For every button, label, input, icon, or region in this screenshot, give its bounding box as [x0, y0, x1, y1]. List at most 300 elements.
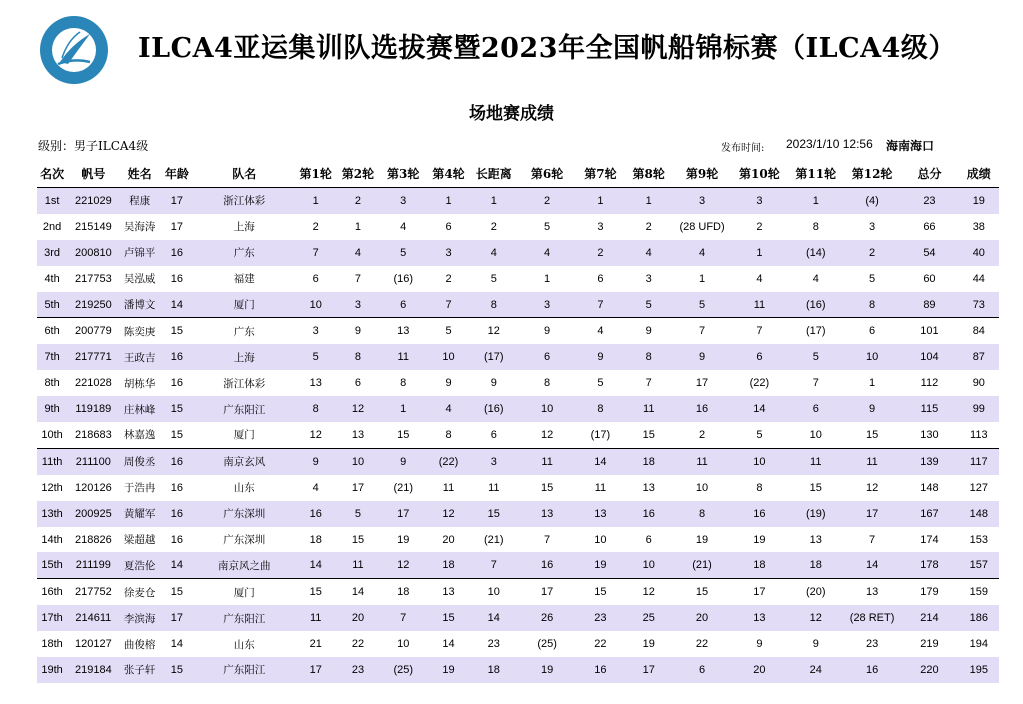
table-cell: 10th — [37, 422, 67, 448]
table-cell: 200925 — [67, 501, 119, 527]
table-cell: 17 — [753, 586, 766, 599]
table-cell: 8 — [295, 396, 337, 422]
table-cell: 2 — [518, 188, 576, 214]
table-cell: 18 — [625, 448, 673, 474]
table-cell: 5 — [673, 292, 731, 318]
table-cell: 7 — [379, 605, 427, 631]
table-cell: 9 — [544, 325, 551, 338]
table-cell: 16 — [295, 501, 337, 527]
table-row — [37, 501, 999, 527]
table-cell: 4 — [812, 272, 819, 285]
table-cell: 11 — [731, 292, 787, 318]
table-cell: 15 — [844, 422, 900, 448]
table-cell: 周俊丞 — [120, 448, 160, 474]
table-cell: 5 — [788, 344, 844, 370]
table-cell: 18 — [309, 533, 322, 546]
table-cell: 12 — [487, 325, 500, 338]
table-cell: 211100 — [67, 448, 119, 474]
table-cell: 15 — [160, 396, 194, 422]
table-row — [37, 605, 999, 631]
table-cell: 215149 — [74, 220, 112, 233]
table-cell: 174 — [920, 533, 939, 546]
table-cell: 221029 — [67, 188, 119, 214]
table-cell: 19 — [397, 533, 410, 546]
table-cell: 20 — [337, 605, 379, 631]
table-cell: 211199 — [67, 552, 119, 578]
table-cell: 9 — [576, 344, 624, 370]
table-cell: 9 — [844, 396, 900, 422]
table-cell: 217771 — [67, 344, 119, 370]
table-cell: 3 — [869, 220, 876, 233]
table-cell: 10 — [427, 344, 469, 370]
table-cell: 218826 — [74, 533, 112, 546]
table-cell: 广东阳江 — [194, 657, 295, 683]
table-cell: 20 — [442, 533, 455, 546]
table-cell: 40 — [959, 240, 999, 266]
table-cell: 4 — [427, 396, 469, 422]
column-header: 姓名 — [120, 160, 160, 188]
table-cell: (25) — [537, 638, 557, 651]
table-cell: 16 — [518, 552, 576, 578]
table-cell: 130 — [900, 422, 958, 448]
table-cell: (22) — [749, 377, 770, 390]
table-cell: 9 — [756, 638, 763, 651]
table-cell: 广东深圳 — [223, 534, 266, 547]
table-cell: 221028 — [74, 377, 112, 390]
table-cell: 12 — [642, 586, 655, 599]
table-cell: 7 — [427, 292, 469, 318]
table-cell: 22 — [695, 638, 709, 651]
table-cell: 14 — [295, 552, 337, 578]
table-cell: 7 — [295, 240, 337, 266]
table-cell: 117 — [959, 448, 999, 474]
table-cell: 26 — [518, 605, 576, 631]
table-cell: 44 — [972, 272, 985, 285]
table-row — [37, 448, 999, 474]
table-cell: 5 — [869, 272, 876, 285]
table-cell: 73 — [959, 292, 999, 318]
column-header: 第7轮 — [576, 160, 624, 188]
table-cell: 16 — [160, 448, 194, 474]
table-cell: 18 — [427, 552, 469, 578]
table-cell: (16) — [788, 292, 844, 318]
table-row — [37, 579, 999, 605]
table-cell: 13 — [518, 501, 576, 527]
table-cell: 8 — [400, 377, 407, 390]
table-cell: (16) — [470, 396, 518, 422]
table-cell: 1 — [379, 396, 427, 422]
table-cell: 23 — [337, 657, 379, 683]
table-cell: 17 — [379, 501, 427, 527]
table-cell: 16 — [625, 501, 673, 527]
table-cell: 14th — [41, 533, 63, 546]
table-cell: 16 — [160, 240, 194, 266]
table-cell: (20) — [805, 586, 826, 599]
table-cell: 广东 — [233, 325, 255, 338]
table-cell: 15 — [540, 481, 554, 494]
table-cell: 1 — [427, 188, 469, 214]
table-cell: 11 — [844, 448, 900, 474]
column-header: 第12轮 — [844, 160, 900, 188]
table-cell: 157 — [959, 552, 999, 578]
table-cell: 10 — [518, 396, 576, 422]
table-cell: 潘博文 — [120, 292, 160, 318]
table-cell: 159 — [969, 586, 988, 599]
table-cell: 6 — [445, 220, 452, 233]
table-cell: 16 — [170, 377, 183, 390]
class-label: 级别：男子ILCA4级 — [38, 139, 149, 153]
column-header: 长距离 — [470, 160, 518, 188]
table-cell: 23 — [487, 638, 500, 651]
table-cell: 9 — [490, 377, 497, 390]
table-cell: 15 — [695, 586, 709, 599]
table-cell: 卢锦平 — [120, 240, 160, 266]
table-cell: 18th — [41, 638, 63, 651]
table-row — [37, 657, 999, 683]
table-cell: 23 — [865, 638, 879, 651]
table-cell: 庄林峰 — [120, 396, 160, 422]
table-cell: 8 — [844, 292, 900, 318]
table-cell: 4 — [400, 220, 407, 233]
table-cell: (19) — [788, 501, 844, 527]
table-cell: (17) — [470, 344, 518, 370]
table-cell: 14 — [351, 586, 365, 599]
table-cell: 89 — [900, 292, 958, 318]
table-cell: 胡栋华 — [123, 377, 156, 390]
table-cell: 13 — [865, 586, 879, 599]
table-cell: 13 — [397, 325, 410, 338]
table-cell: 84 — [972, 325, 985, 338]
table-cell: 5 — [445, 325, 452, 338]
table-cell: 11 — [442, 481, 455, 494]
table-row — [37, 344, 999, 370]
table-cell: 18 — [397, 586, 410, 599]
column-header: 第3轮 — [379, 160, 427, 188]
table-cell: 浙江体彩 — [223, 377, 266, 390]
table-cell: 1 — [354, 220, 362, 233]
table-cell: 12 — [379, 552, 427, 578]
table-cell: 17 — [160, 188, 194, 214]
column-header: 第4轮 — [427, 160, 469, 188]
table-row — [37, 552, 999, 578]
table-cell: 23 — [576, 605, 624, 631]
table-cell: 10 — [295, 292, 337, 318]
table-cell: 4 — [337, 240, 379, 266]
column-header: 年龄 — [160, 160, 194, 188]
table-cell: 153 — [969, 533, 988, 546]
table-cell: 19 — [753, 533, 766, 546]
table-cell: 福建 — [233, 273, 255, 286]
table-cell: 16 — [731, 501, 787, 527]
table-cell: 梁超越 — [123, 534, 156, 547]
table-cell: 14 — [442, 638, 455, 651]
table-cell: 19 — [576, 552, 624, 578]
table-cell: 14 — [470, 605, 518, 631]
table-cell: 8 — [812, 220, 819, 233]
table-cell: 3 — [518, 292, 576, 318]
table-cell: 194 — [969, 638, 988, 651]
table-cell: 王政吉 — [120, 344, 160, 370]
table-cell: 9 — [379, 448, 427, 474]
table-cell: 厦门 — [194, 422, 295, 448]
column-header: 第6轮 — [518, 160, 576, 188]
table-cell: 南京玄风 — [194, 448, 295, 474]
table-cell: 25 — [625, 605, 673, 631]
table-cell: 广东阳江 — [194, 396, 295, 422]
table-cell: 6 — [673, 657, 731, 683]
table-cell: 5 — [625, 292, 673, 318]
published-label: 发布时间: — [721, 143, 765, 154]
table-cell: 19 — [959, 188, 999, 214]
table-cell: 119189 — [67, 396, 119, 422]
table-cell: 24 — [788, 657, 844, 683]
table-cell: 20 — [731, 657, 787, 683]
table-cell: 6 — [470, 422, 518, 448]
table-cell: 5 — [379, 240, 427, 266]
table-row — [37, 370, 999, 396]
table-cell: 12 — [337, 396, 379, 422]
table-cell: 219184 — [67, 657, 119, 683]
table-cell: 2 — [312, 220, 319, 233]
table-cell: 148 — [920, 481, 939, 494]
table-cell: 127 — [969, 481, 988, 494]
table-cell: 23 — [900, 188, 958, 214]
table-cell: 11 — [337, 552, 379, 578]
table-cell: (17) — [805, 325, 826, 338]
table-row — [37, 527, 999, 553]
page-subtitle: 场地赛成绩 — [469, 104, 554, 124]
table-cell: 15th — [37, 552, 67, 578]
table-cell: 12 — [427, 501, 469, 527]
table-cell: 22 — [594, 638, 607, 651]
table-cell: 9 — [645, 325, 652, 338]
table-cell: (16) — [393, 272, 413, 285]
table-cell: 9th — [37, 396, 67, 422]
table-cell: 1 — [544, 272, 551, 285]
table-cell: 7 — [869, 533, 876, 546]
table-cell: 218683 — [67, 422, 119, 448]
table-cell: 179 — [920, 586, 939, 599]
table-cell: 10 — [625, 552, 673, 578]
table-cell: 李滨海 — [120, 605, 160, 631]
table-cell: 178 — [900, 552, 958, 578]
table-cell: 15 — [170, 325, 183, 338]
table-cell: 11 — [625, 396, 673, 422]
table-cell: 19 — [695, 533, 709, 546]
table-cell: 于浩冉 — [123, 482, 156, 495]
table-cell: 16 — [170, 533, 183, 546]
table-cell: 8 — [337, 344, 379, 370]
table-cell: (14) — [788, 240, 844, 266]
table-cell: 10 — [487, 586, 500, 599]
table-row — [37, 240, 999, 266]
venue: 海南海口 — [886, 139, 935, 153]
table-cell: 上海 — [233, 221, 255, 234]
table-cell: 17th — [37, 605, 67, 631]
table-cell: 18 — [731, 552, 787, 578]
table-cell: 10 — [337, 448, 379, 474]
table-cell: 15 — [160, 657, 194, 683]
table-cell: 3 — [312, 325, 319, 338]
table-cell: 南京风之曲 — [194, 552, 295, 578]
table-cell: 广东深圳 — [194, 501, 295, 527]
table-cell: 148 — [959, 501, 999, 527]
table-cell: 2 — [673, 422, 731, 448]
table-row — [37, 318, 999, 344]
table-cell: 7 — [812, 377, 819, 390]
table-cell: 15 — [625, 422, 673, 448]
table-cell: 17 — [625, 657, 673, 683]
table-cell: 山东 — [233, 638, 255, 651]
table-cell: 程康 — [120, 188, 160, 214]
table-cell: 7th — [37, 344, 67, 370]
table-cell: 上海 — [194, 344, 295, 370]
table-cell: 10 — [695, 481, 709, 494]
table-cell: 18 — [470, 657, 518, 683]
table-cell: 6th — [44, 325, 60, 338]
table-cell: 14 — [160, 552, 194, 578]
table-cell: 15 — [170, 586, 183, 599]
table-cell: 21 — [309, 638, 322, 651]
table-cell: 219 — [920, 638, 939, 651]
table-cell: 13 — [309, 377, 322, 390]
table-cell: (25) — [379, 657, 427, 683]
table-cell: 101 — [920, 325, 939, 338]
table-cell: 10 — [844, 344, 900, 370]
table-cell: 14 — [170, 638, 183, 651]
table-cell: 1st — [37, 188, 67, 214]
table-cell: 7 — [756, 325, 763, 338]
table-cell: 3 — [673, 188, 731, 214]
table-cell: 4 — [518, 240, 576, 266]
column-header: 第9轮 — [673, 160, 731, 188]
table-cell: 15 — [809, 481, 822, 494]
table-cell: 5 — [731, 422, 787, 448]
column-header: 第10轮 — [731, 160, 787, 188]
table-cell: 厦门 — [194, 292, 295, 318]
table-cell: 8 — [625, 344, 673, 370]
table-row — [37, 422, 999, 448]
table-cell: 14 — [731, 396, 787, 422]
table-row — [37, 292, 999, 318]
table-cell: 2 — [445, 272, 452, 285]
table-cell: 林嘉逸 — [120, 422, 160, 448]
table-row — [37, 214, 999, 240]
column-header: 成绩 — [959, 160, 999, 188]
results-table — [37, 160, 999, 683]
table-cell: 14 — [844, 552, 900, 578]
table-cell: 1 — [295, 188, 337, 214]
table-cell: 6 — [597, 272, 604, 285]
table-cell: 214611 — [67, 605, 119, 631]
table-cell: 1 — [625, 188, 673, 214]
table-cell: 8 — [756, 481, 763, 494]
table-cell: 5 — [295, 344, 337, 370]
column-header: 总分 — [900, 160, 958, 188]
table-cell: 219250 — [67, 292, 119, 318]
table-cell: 6 — [312, 272, 319, 285]
table-cell: 17 — [170, 220, 183, 233]
table-cell: 13 — [731, 605, 787, 631]
table-cell: 5th — [37, 292, 67, 318]
table-cell: 15 — [379, 422, 427, 448]
table-cell: 10 — [788, 422, 844, 448]
table-cell: 7 — [470, 552, 518, 578]
column-header: 第8轮 — [625, 160, 673, 188]
column-header: 名次 — [37, 160, 67, 188]
table-cell: 16th — [41, 586, 63, 599]
table-cell: 14 — [576, 448, 624, 474]
table-cell: 17 — [351, 481, 365, 494]
table-cell: 16 — [160, 501, 194, 527]
table-cell: 16 — [844, 657, 900, 683]
table-cell: 7 — [354, 272, 362, 285]
table-cell: 13 — [642, 481, 655, 494]
column-header: 第1轮 — [295, 160, 337, 188]
table-cell: 8 — [427, 422, 469, 448]
table-cell: 4 — [625, 240, 673, 266]
table-cell: 16 — [170, 481, 183, 494]
table-cell: (28 RET) — [844, 605, 900, 631]
table-cell: 吴泓威 — [123, 273, 156, 286]
column-header: 第2轮 — [337, 160, 379, 188]
table-cell: 12 — [295, 422, 337, 448]
table-cell: 4 — [673, 240, 731, 266]
table-cell: 11 — [488, 481, 500, 494]
table-cell: (21) — [673, 552, 731, 578]
table-cell: 6 — [731, 344, 787, 370]
table-cell: 2 — [490, 220, 497, 233]
table-cell: 7 — [698, 325, 706, 338]
table-cell: 1 — [576, 188, 624, 214]
association-logo — [38, 14, 110, 86]
table-cell: 1 — [731, 240, 787, 266]
table-cell: 16 — [673, 396, 731, 422]
table-row — [37, 396, 999, 422]
column-header: 第11轮 — [788, 160, 844, 188]
table-cell: 11 — [594, 481, 607, 494]
table-cell: 吴海涛 — [123, 221, 156, 234]
table-cell: (21) — [393, 481, 413, 494]
table-cell: 16 — [160, 344, 194, 370]
table-cell: 9 — [445, 377, 452, 390]
table-cell: 22 — [351, 638, 365, 651]
table-cell: 11 — [379, 344, 427, 370]
table-cell: 15 — [470, 501, 518, 527]
table-cell: 17 — [695, 377, 709, 390]
table-cell: 8th — [44, 377, 60, 390]
table-cell: 200810 — [67, 240, 119, 266]
table-cell: 104 — [900, 344, 958, 370]
table-cell: 2 — [576, 240, 624, 266]
table-cell: 1 — [788, 188, 844, 214]
table-cell: 9 — [295, 448, 337, 474]
table-cell: 3rd — [37, 240, 67, 266]
table-cell: 11 — [788, 448, 844, 474]
table-cell: 2 — [756, 220, 763, 233]
table-header-row — [37, 160, 999, 188]
table-cell: 12th — [41, 481, 63, 494]
table-cell: 167 — [900, 501, 958, 527]
table-cell: 16 — [576, 657, 624, 683]
table-cell: 徐麦仓 — [123, 586, 156, 599]
table-cell: 87 — [959, 344, 999, 370]
table-cell: 11 — [295, 605, 337, 631]
table-cell: 19 — [642, 638, 655, 651]
table-cell: 1 — [869, 377, 876, 390]
table-cell: 15 — [594, 586, 607, 599]
table-cell: 12 — [788, 605, 844, 631]
